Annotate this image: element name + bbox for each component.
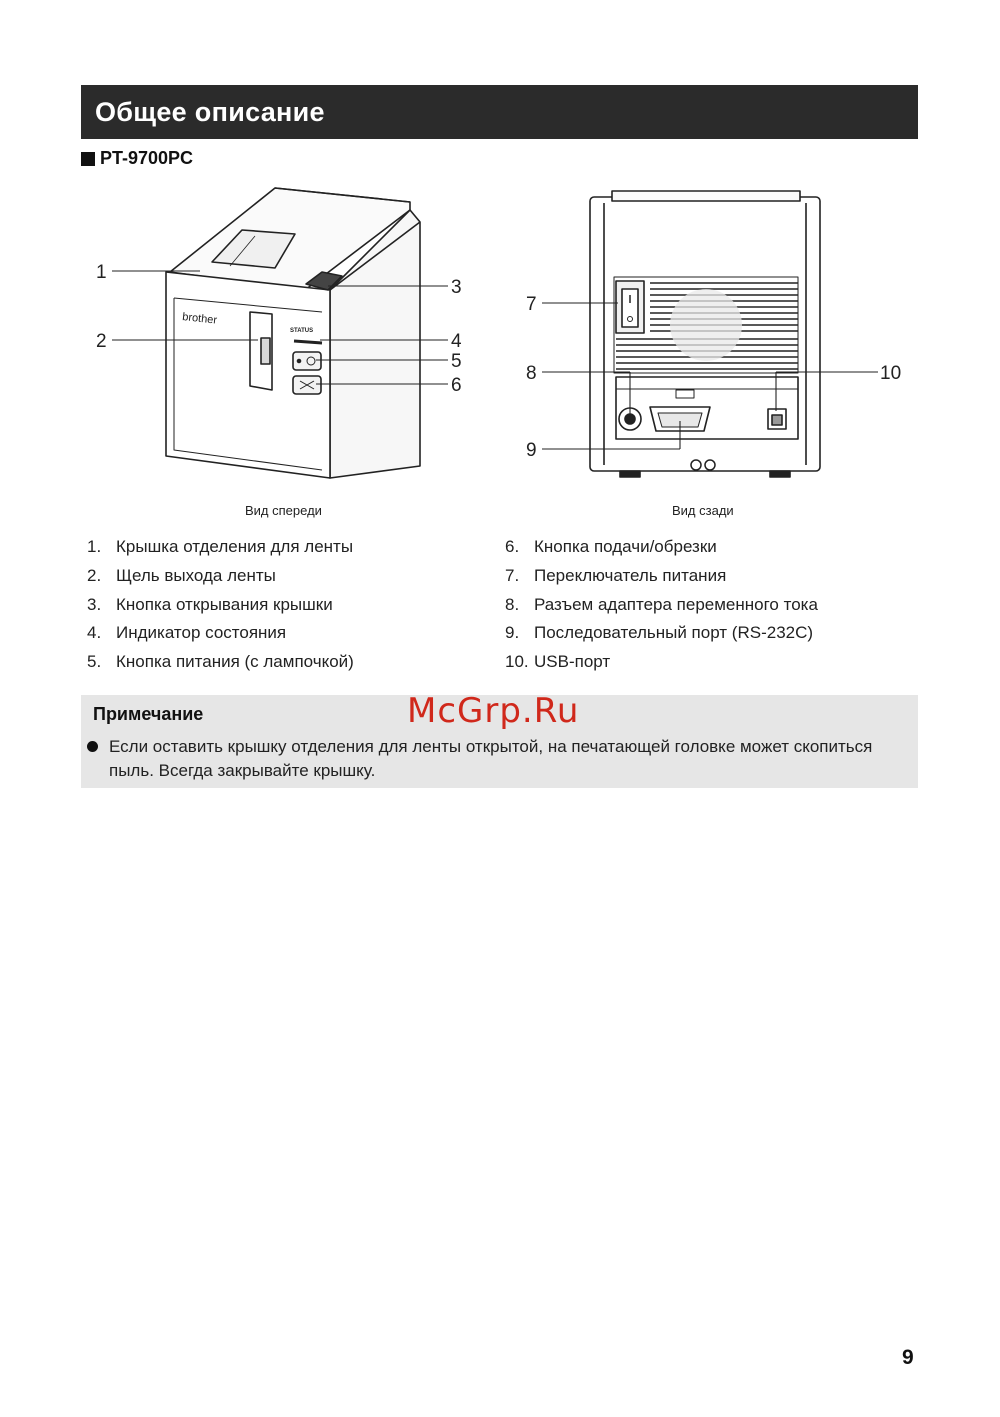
list-item-number: 6. — [505, 537, 520, 557]
square-bullet-icon — [81, 152, 95, 166]
callout-9: 9 — [526, 440, 537, 461]
list-item-number: 1. — [87, 537, 102, 557]
brand-logo-text: brother — [181, 311, 218, 327]
list-item-number: 3. — [87, 594, 102, 614]
list-item-label: Переключатель питания — [534, 566, 727, 586]
callout-4: 4 — [451, 331, 462, 352]
list-item-label: Щель выхода ленты — [116, 566, 276, 586]
rear-view-caption: Вид сзади — [672, 503, 734, 518]
list-item — [87, 533, 354, 562]
callout-2: 2 — [96, 331, 107, 352]
list-item-label: Кнопка открывания крышки — [116, 594, 333, 614]
list-item-number: 10. — [505, 652, 529, 672]
list-item-label: USB-порт — [534, 652, 611, 672]
list-item-number: 2. — [87, 566, 102, 586]
page-number: 9 — [902, 1346, 914, 1369]
list-item — [87, 562, 354, 591]
list-item-label: Кнопка питания (с лампочкой) — [116, 652, 354, 672]
list-item — [505, 648, 818, 677]
callout-10: 10 — [880, 363, 902, 384]
model-heading — [81, 148, 193, 169]
page-title-text: Общее описание — [95, 96, 325, 127]
model-name: PT-9700PC — [100, 148, 194, 168]
watermark: McGrp.Ru — [407, 691, 580, 731]
list-item-label: Последовательный порт (RS-232C) — [534, 623, 814, 643]
list-item — [87, 619, 354, 648]
status-label: STATUS — [290, 328, 314, 334]
front-view-caption: Вид спереди — [245, 503, 322, 518]
callout-3: 3 — [451, 277, 462, 298]
list-item — [505, 533, 818, 562]
note-title: Примечание — [93, 704, 204, 724]
list-item-label: Крышка отделения для ленты — [116, 537, 354, 557]
front-view-figure — [90, 180, 480, 480]
parts-list-right — [505, 533, 818, 676]
callout-7: 7 — [526, 294, 537, 315]
callout-6: 6 — [451, 375, 462, 396]
callout-1: 1 — [96, 262, 107, 283]
list-item — [505, 562, 818, 591]
callout-5: 5 — [451, 351, 462, 372]
list-item — [87, 648, 354, 677]
note-item — [87, 735, 887, 783]
note-box — [81, 691, 918, 788]
list-item-label: Кнопка подачи/обрезки — [534, 537, 717, 557]
callout-8: 8 — [526, 363, 537, 384]
list-item-number: 4. — [87, 623, 102, 643]
speaker-grille-shading — [670, 289, 742, 361]
page-title — [81, 85, 918, 139]
list-item-number: 9. — [505, 623, 520, 643]
list-item-number: 5. — [87, 652, 102, 672]
list-item-label: Индикатор состояния — [116, 623, 287, 643]
parts-list-left — [87, 533, 354, 676]
bullet-icon — [87, 741, 98, 752]
list-item — [87, 590, 354, 619]
list-item — [505, 619, 818, 648]
list-item — [505, 590, 818, 619]
list-item-number: 8. — [505, 594, 520, 614]
note-text: Если оставить крышку отделения для ленты открытой, на печатающей головке может скопиться пыль. Всегда закрывайте крышку. — [109, 737, 873, 780]
rear-view-figure — [520, 185, 910, 485]
list-item-label: Разъем адаптера переменного тока — [534, 594, 818, 614]
list-item-number: 7. — [505, 566, 520, 586]
